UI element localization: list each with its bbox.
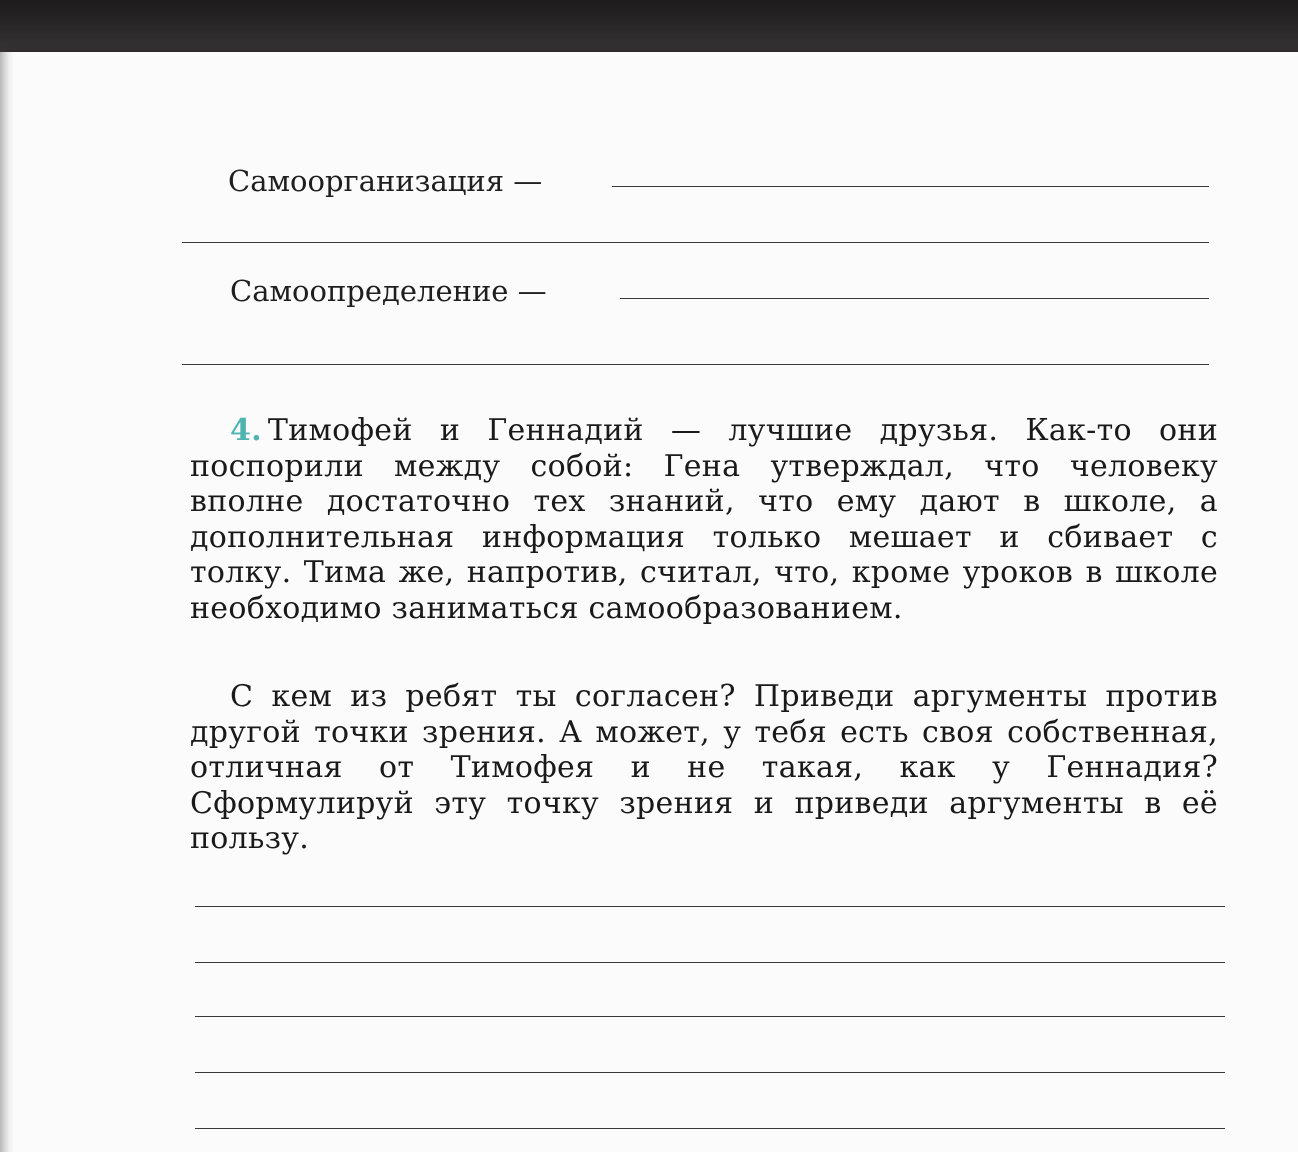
- answer-line[interactable]: [195, 1016, 1225, 1017]
- page-edge-shadow: [0, 52, 14, 1152]
- self-determination-label: Самоопределение —: [230, 274, 547, 308]
- scan-dark-border: [0, 0, 1298, 60]
- task-4-paragraph: [190, 413, 1218, 626]
- answer-line[interactable]: [182, 242, 1209, 243]
- self-organization-label: Самоорганизация —: [228, 164, 543, 198]
- answer-line[interactable]: [620, 298, 1209, 299]
- task-4-text: Тимофей и Геннадий — лучшие друзья. Как-то они поспорили между собой: Гена утверждал, что человеку вполне достаточно тех знаний, что ему дают в школе, а дополнительная информация только мешает и сбивает с толку. Тима же, напротив, считал, что, кроме уроков в школе необходимо заниматься самообразованием.: [190, 413, 1218, 626]
- answer-line[interactable]: [612, 186, 1209, 187]
- answer-line[interactable]: [195, 1128, 1225, 1129]
- task-4-question: С кем из ребят ты согласен? Приведи аргументы против другой точки зрения. А может, у тебя есть своя собственная, отличная от Тимофея и не такая, как у Геннадия? Сформулируй эту точку зрения и приведи аргументы в её пользу.: [190, 679, 1218, 856]
- answer-line[interactable]: [195, 1072, 1225, 1073]
- task-number: 4.: [230, 413, 262, 448]
- answer-line[interactable]: [182, 364, 1209, 365]
- answer-line[interactable]: [195, 962, 1225, 963]
- answer-line[interactable]: [195, 906, 1225, 907]
